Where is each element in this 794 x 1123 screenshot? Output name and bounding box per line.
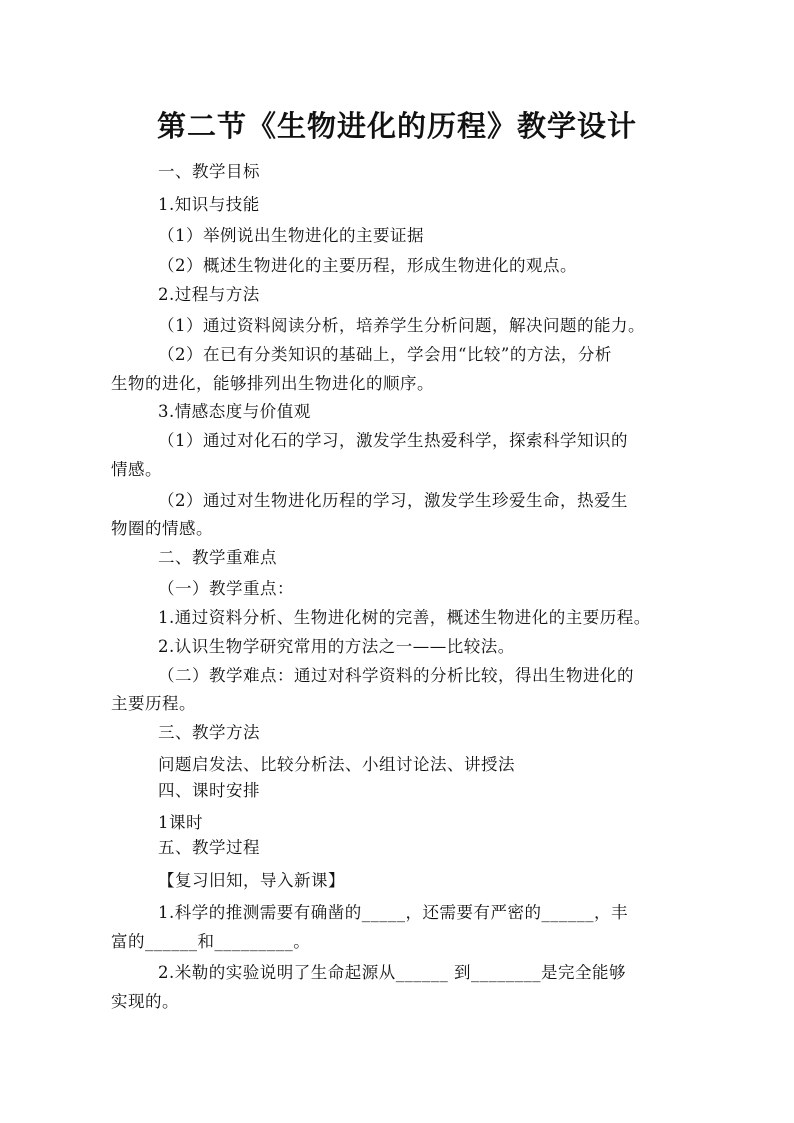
paragraph-line: 1课时	[158, 813, 203, 832]
paragraph-line: 情感。	[111, 460, 162, 479]
subheading-review: 【复习旧知，导入新课】	[158, 871, 345, 890]
paragraph-line: 实现的。	[111, 992, 179, 1011]
section-heading-schedule: 四、课时安排	[158, 781, 260, 800]
section-heading-key-points: 二、教学重难点	[158, 548, 277, 567]
paragraph-line: 2.认识生物学研究常用的方法之一——比较法。	[158, 637, 515, 656]
section-heading-methods: 三、教学方法	[158, 723, 260, 742]
paragraph-line: 物圈的情感。	[111, 519, 213, 538]
paragraph-line: （1）举例说出生物进化的主要证据	[158, 226, 424, 245]
paragraph-line: 主要历程。	[111, 694, 196, 713]
paragraph-line: （2）通过对生物进化历程的学习，激发学生珍爱生命，热爱生	[158, 491, 628, 510]
subheading-knowledge-skills: 1.知识与技能	[158, 195, 260, 214]
paragraph-line: 2.米勒的实验说明了生命起源从______ 到________是完全能够	[158, 963, 626, 982]
paragraph-line: 问题启发法、比较分析法、小组讨论法、讲授法	[158, 755, 515, 774]
paragraph-line: 1.通过资料分析、生物进化树的完善，概述生物进化的主要历程。	[158, 608, 651, 627]
paragraph-line: 富的______和_________。	[111, 932, 311, 951]
paragraph-line: （2）在已有分类知识的基础上，学会用“比较”的方法，分析	[158, 345, 612, 364]
paragraph-line: （1）通过资料阅读分析，培养学生分析问题，解决问题的能力。	[158, 316, 645, 335]
paragraph-line: 1.科学的推测需要有确凿的_____，还需要有严密的______，丰	[158, 903, 628, 922]
subheading-attitudes-values: 3.情感态度与价值观	[158, 402, 311, 421]
paragraph-line: 生物的进化，能够排列出生物进化的顺序。	[111, 374, 434, 393]
paragraph-line: （2）概述生物进化的主要历程，形成生物进化的观点。	[158, 256, 577, 275]
subheading-key-points: （一）教学重点：	[158, 579, 294, 598]
paragraph-line: （1）通过对化石的学习，激发学生热爱科学，探索科学知识的	[158, 431, 628, 450]
paragraph-line: （二）教学难点：通过对科学资料的分析比较，得出生物进化的	[158, 666, 634, 685]
section-heading-process: 五、教学过程	[158, 838, 260, 857]
subheading-process-methods: 2.过程与方法	[158, 285, 260, 304]
document-title: 第二节《生物进化的历程》教学设计	[156, 109, 637, 143]
section-heading-objectives: 一、教学目标	[158, 162, 260, 181]
